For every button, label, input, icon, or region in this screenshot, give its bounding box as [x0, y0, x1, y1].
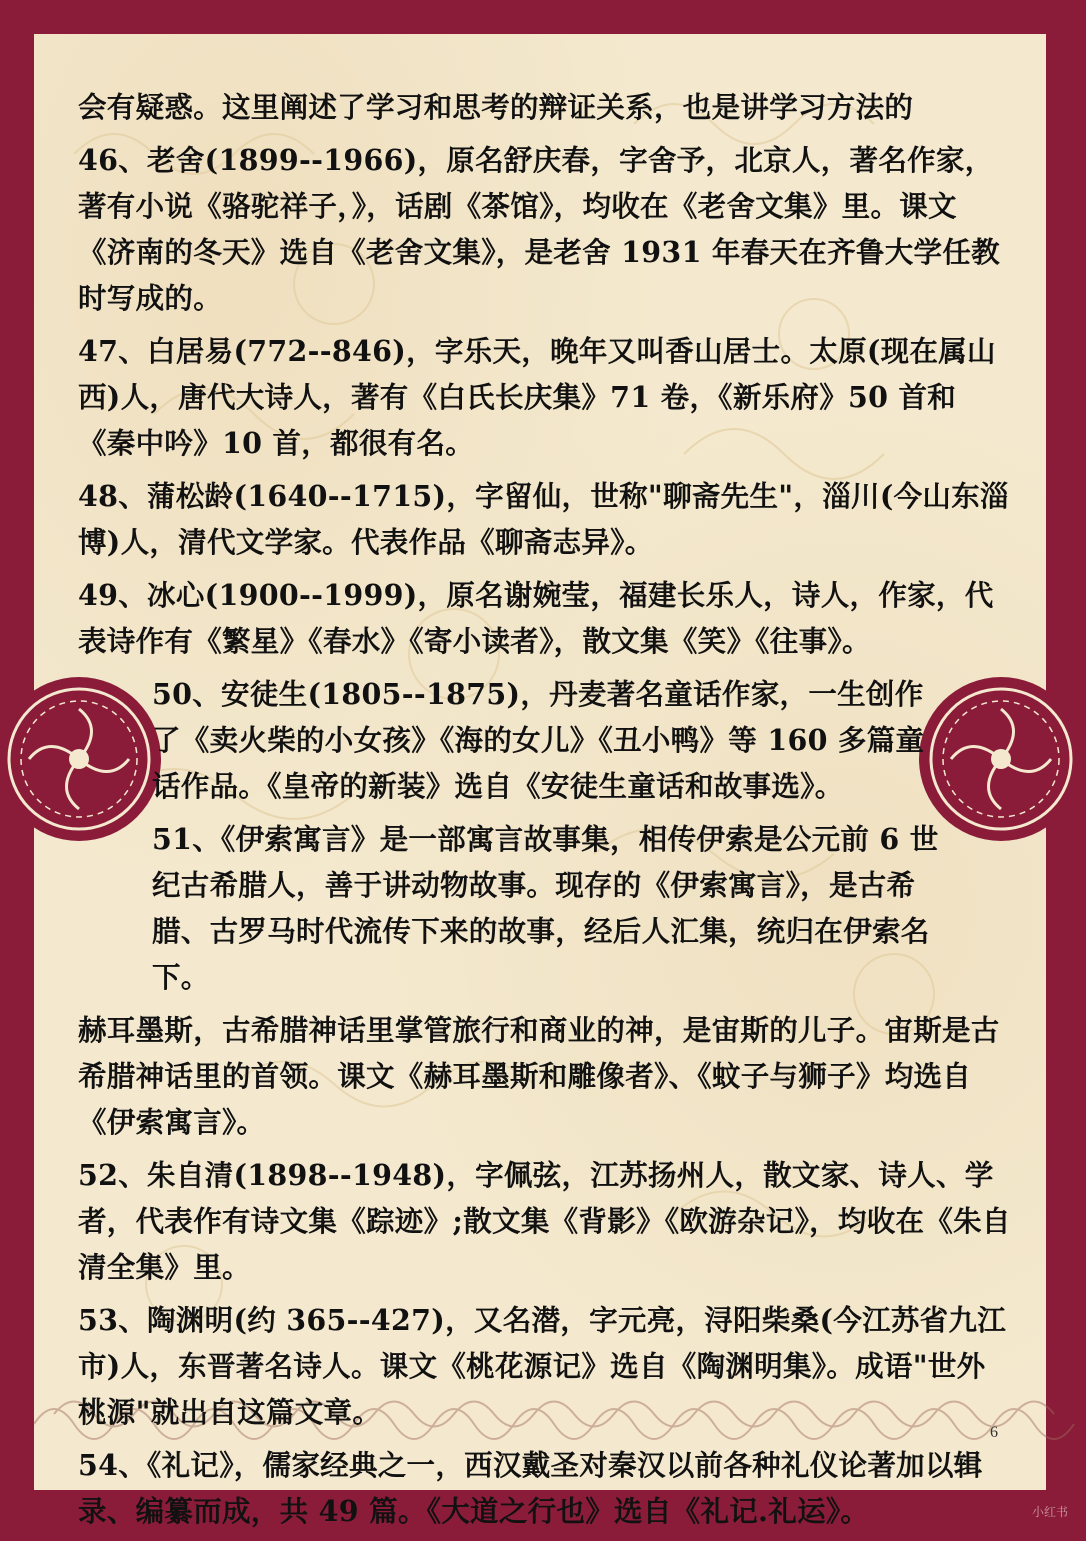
paragraph-hermes: 赫耳墨斯，古希腊神话里掌管旅行和商业的神，是宙斯的儿子。宙斯是古希腊神话里的首领。课文《赫耳墨斯和雕像者》、《蚊子与狮子》均选自《伊索寓言》。: [78, 1013, 1000, 1139]
document-body: [78, 84, 1012, 1541]
page-number: 6: [990, 1424, 998, 1441]
paragraph-46-laoshe: 46、老舍(1899--1966)，原名舒庆春，字舍予，北京人，著名作家，著有小说《骆驼祥子，》，话剧《茶馆》，均收在《老舍文集》里。课文《济南的冬天》选自《老舍文集》，是老舍 1931 年春天在齐鲁大学任教时写成的。: [78, 143, 1000, 315]
paragraph-48-pu-songling: 48、蒲松龄(1640--1715)，字留仙，世称"聊斋先生"，淄川(今山东淄博)人，清代文学家。代表作品《聊斋志异》。: [78, 479, 1009, 559]
paragraph-49-bingxin: 49、冰心(1900--1999)，原名谢婉莹，福建长乐人，诗人，作家，代表诗作有《繁星》《春水》《寄小读者》，散文集《笑》《往事》。: [78, 578, 994, 658]
document-page: [34, 34, 1046, 1528]
paragraph-54-liji: 54、《礼记》，儒家经典之一，西汉戴圣对秦汉以前各种礼仪论著加以辑录、编纂而成，共 49 篇。《大道之行也》选自《礼记.礼运》。: [78, 1448, 983, 1528]
paragraph-52-zhu-ziqing: 52、朱自清(1898--1948)，字佩弦，江苏扬州人，散文家、诗人、学者，代表作有诗文集《踪迹》;散文集《背影》《欧游杂记》，均收在《朱自清全集》里。: [78, 1158, 1011, 1284]
paragraph-continuation: 会有疑惑。这里阐述了学习和思考的辩证关系，也是讲学习方法的: [78, 90, 914, 124]
paragraph-53-tao-yuanming: 53、陶渊明(约 365--427)，又名潜，字元亮，浔阳柴桑(今江苏省九江市)人，东晋著名诗人。课文《桃花源记》选自《陶渊明集》。成语"世外桃源"就出自这篇文章。: [78, 1303, 1007, 1429]
watermark: 小红书: [1031, 1505, 1068, 1519]
paragraph-50-andersen: 50、安徒生(1805--1875)，丹麦著名童话作家，一生创作了《卖火柴的小女孩》《海的女儿》《丑小鸭》等 160 多篇童话作品。《皇帝的新装》选自《安徒生童话和故事选》。: [152, 677, 925, 803]
paragraph-51-aesop: 51、《伊索寓言》是一部寓言故事集，相传伊索是公元前 6 世纪古希腊人，善于讲动物故事。现存的《伊索寓言》，是古希腊、古罗马时代流传下来的故事，经后人汇集，统归在伊索名下。: [152, 822, 939, 994]
paragraph-47-bai-juyi: 47、白居易(772--846)，字乐天，晚年又叫香山居士。太原(现在属山西)人，唐代大诗人，著有《白氏长庆集》71 卷，《新乐府》50 首和《秦中吟》10 首，都很有名。: [78, 334, 996, 460]
